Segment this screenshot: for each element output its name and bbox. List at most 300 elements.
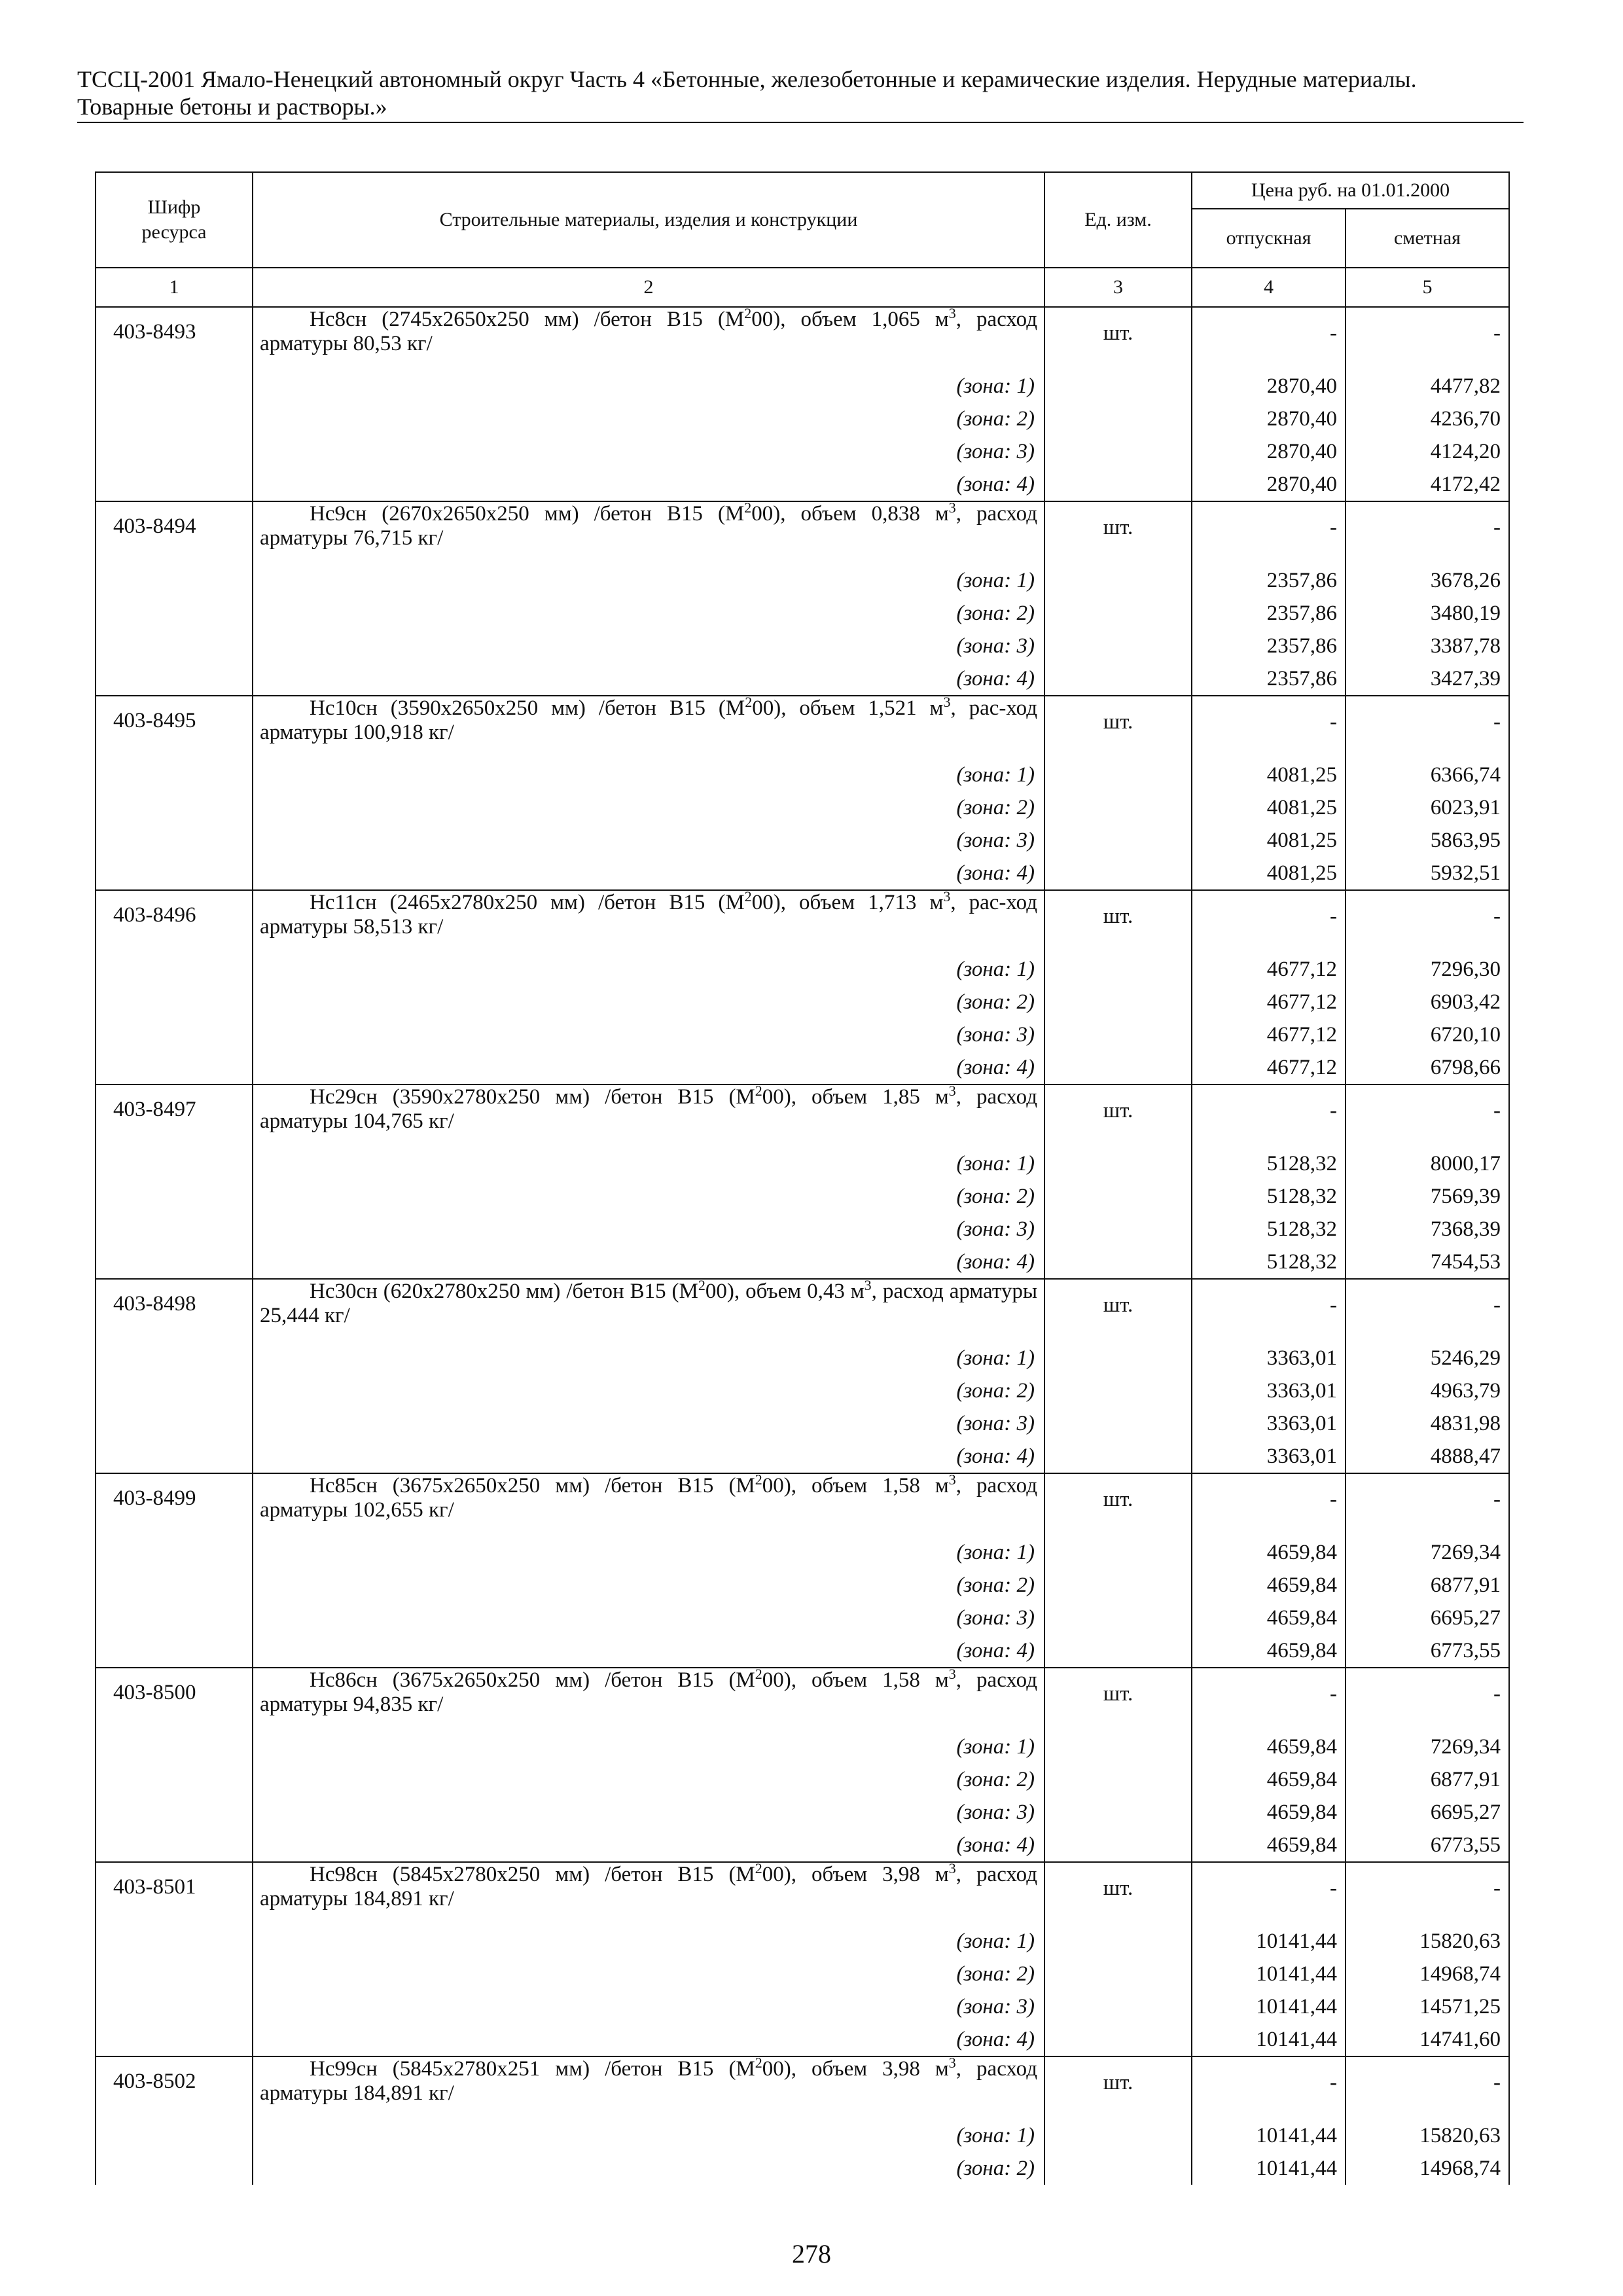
estimate-price: - [1346, 1473, 1509, 1536]
zone-row [96, 564, 1509, 597]
empty-cell [1044, 1829, 1192, 1862]
zone-row [96, 2023, 1509, 2056]
zone-label: (зона: 3) [253, 1990, 1044, 2023]
empty-cell [1044, 759, 1192, 791]
zone-estimate-price: 4963,79 [1346, 1374, 1509, 1407]
material-description [253, 2056, 1044, 2119]
description-part: 00), объем 3,98 м [762, 1863, 949, 1886]
description-part: Нс29сн (3590х2780х250 мм) /бетон В15 (М [310, 1085, 755, 1109]
empty-cell [96, 986, 253, 1018]
empty-cell [1044, 1763, 1192, 1796]
empty-cell [1044, 1051, 1192, 1085]
estimate-price: - [1346, 1279, 1509, 1342]
zone-label: (зона: 2) [253, 1569, 1044, 1602]
empty-cell [1044, 2023, 1192, 2056]
description-part: , расход арматуры 104,765 кг/ [260, 1085, 1037, 1133]
empty-cell [1044, 1796, 1192, 1829]
description-part: 00), объем 1,713 м [751, 891, 944, 914]
empty-cell [96, 597, 253, 630]
zone-release-price: 2870,40 [1192, 370, 1346, 403]
unit: шт. [1044, 307, 1192, 370]
zone-label: (зона: 2) [253, 597, 1044, 630]
zone-release-price: 3363,01 [1192, 1374, 1346, 1407]
zone-row [96, 1342, 1509, 1374]
zone-release-price: 2357,86 [1192, 662, 1346, 696]
description-part: , расход арматуры 25,444 кг/ [260, 1280, 1038, 1327]
empty-cell [1044, 1536, 1192, 1569]
empty-cell [1044, 2152, 1192, 2185]
zone-label: (зона: 3) [253, 1602, 1044, 1634]
description-part: 00), объем 0,43 м [705, 1280, 865, 1303]
empty-cell [1044, 1958, 1192, 1990]
zone-row [96, 759, 1509, 791]
empty-cell [96, 1634, 253, 1668]
estimate-price: - [1346, 307, 1509, 370]
superscript: 3 [948, 1471, 956, 1488]
empty-cell [96, 1147, 253, 1180]
column-number: 2 [253, 268, 1044, 307]
zone-row [96, 1796, 1509, 1829]
description-part: 00), объем 0,838 м [751, 502, 949, 526]
empty-cell [1044, 824, 1192, 857]
empty-cell [1044, 1440, 1192, 1473]
superscript: 3 [948, 1083, 956, 1099]
description-part: , расход арматуры 80,53 кг/ [260, 308, 1037, 355]
column-number: 4 [1192, 268, 1346, 307]
empty-cell [96, 1958, 253, 1990]
zone-estimate-price: 7569,39 [1346, 1180, 1509, 1213]
zone-release-price: 10141,44 [1192, 2119, 1346, 2152]
header-line-1: ТССЦ-2001 Ямало-Ненецкий автономный округ Часть 4 «Бетонные, железобетонные и керамические изделия. Нерудные материалы. [77, 66, 1417, 92]
zone-estimate-price: 15820,63 [1346, 2119, 1509, 2152]
estimate-price: - [1346, 501, 1509, 564]
resource-code: 403-8493 [96, 307, 253, 370]
zone-row [96, 1602, 1509, 1634]
zone-label: (зона: 2) [253, 1374, 1044, 1407]
empty-cell [96, 1246, 253, 1279]
zone-label: (зона: 1) [253, 1731, 1044, 1763]
zone-estimate-price: 5932,51 [1346, 857, 1509, 890]
empty-cell [96, 468, 253, 501]
zone-label: (зона: 2) [253, 986, 1044, 1018]
zone-label: (зона: 4) [253, 1634, 1044, 1668]
page-number: 278 [792, 2239, 831, 2269]
empty-cell [96, 824, 253, 857]
zone-estimate-price: 7269,34 [1346, 1731, 1509, 1763]
zone-release-price: 2357,86 [1192, 564, 1346, 597]
zone-label: (зона: 3) [253, 630, 1044, 662]
empty-cell [96, 370, 253, 403]
column-number: 1 [96, 268, 253, 307]
zone-estimate-price: 4172,42 [1346, 468, 1509, 501]
zone-estimate-price: 6798,66 [1346, 1051, 1509, 1085]
zone-release-price: 5128,32 [1192, 1213, 1346, 1246]
zone-row [96, 630, 1509, 662]
zone-row [96, 1051, 1509, 1085]
superscript: 2 [755, 1860, 762, 1876]
zone-release-price: 4659,84 [1192, 1731, 1346, 1763]
zone-row [96, 1246, 1509, 1279]
empty-cell [1044, 468, 1192, 501]
unit: шт. [1044, 1085, 1192, 1147]
table-row [96, 890, 1509, 953]
table-row [96, 1668, 1509, 1731]
release-price: - [1192, 1279, 1346, 1342]
zone-row [96, 1180, 1509, 1213]
description-part: Нс11сн (2465х2780х250 мм) /бетон В15 (М [310, 891, 745, 914]
empty-cell [1044, 857, 1192, 890]
zone-release-price: 3363,01 [1192, 1440, 1346, 1473]
zone-release-price: 4677,12 [1192, 953, 1346, 986]
zone-estimate-price: 6720,10 [1346, 1018, 1509, 1051]
zone-row [96, 1213, 1509, 1246]
unit: шт. [1044, 1473, 1192, 1536]
header-rule [77, 122, 1524, 123]
estimate-price: - [1346, 696, 1509, 759]
empty-cell [96, 1536, 253, 1569]
zone-row [96, 1763, 1509, 1796]
description-part: Нс99сн (5845х2780х251 мм) /бетон В15 (М [310, 2057, 755, 2081]
zone-row [96, 791, 1509, 824]
zone-estimate-price: 5246,29 [1346, 1342, 1509, 1374]
material-description [253, 1279, 1044, 1342]
superscript: 3 [943, 888, 951, 905]
estimate-price: - [1346, 890, 1509, 953]
empty-cell [96, 1990, 253, 2023]
zone-release-price: 5128,32 [1192, 1147, 1346, 1180]
empty-cell [96, 1440, 253, 1473]
description-part: , расход арматуры 94,835 кг/ [260, 1668, 1037, 1716]
empty-cell [96, 1925, 253, 1958]
zone-estimate-price: 3427,39 [1346, 662, 1509, 696]
release-price: - [1192, 696, 1346, 759]
estimate-price: - [1346, 2056, 1509, 2119]
zone-row [96, 1731, 1509, 1763]
zone-release-price: 2870,40 [1192, 435, 1346, 468]
zone-estimate-price: 6366,74 [1346, 759, 1509, 791]
description-part: Нс86сн (3675х2650х250 мм) /бетон В15 (М [310, 1668, 755, 1692]
zone-release-price: 4677,12 [1192, 1051, 1346, 1085]
zone-release-price: 2357,86 [1192, 630, 1346, 662]
zone-label: (зона: 1) [253, 953, 1044, 986]
empty-cell [96, 2119, 253, 2152]
empty-cell [1044, 1731, 1192, 1763]
empty-cell [1044, 1342, 1192, 1374]
material-description [253, 1473, 1044, 1536]
empty-cell [96, 1374, 253, 1407]
empty-cell [1044, 1602, 1192, 1634]
zone-row [96, 1536, 1509, 1569]
empty-cell [96, 953, 253, 986]
zone-row [96, 1374, 1509, 1407]
zone-release-price: 4081,25 [1192, 791, 1346, 824]
zone-release-price: 4659,84 [1192, 1602, 1346, 1634]
description-part: , рас-ход арматуры 58,513 кг/ [260, 891, 1037, 939]
empty-cell [96, 1213, 253, 1246]
zone-release-price: 2870,40 [1192, 468, 1346, 501]
zone-release-price: 4659,84 [1192, 1829, 1346, 1862]
column-number-row [96, 268, 1509, 307]
zone-estimate-price: 6877,91 [1346, 1763, 1509, 1796]
empty-cell [96, 1763, 253, 1796]
zone-estimate-price: 14741,60 [1346, 2023, 1509, 2056]
zone-row [96, 403, 1509, 435]
zone-estimate-price: 6877,91 [1346, 1569, 1509, 1602]
zone-label: (зона: 1) [253, 1147, 1044, 1180]
superscript: 2 [698, 1277, 705, 1293]
table-body [96, 307, 1509, 2185]
resource-code: 403-8502 [96, 2056, 253, 2119]
empty-cell [1044, 564, 1192, 597]
header-price: Цена руб. на 01.01.2000 [1192, 172, 1509, 209]
material-description [253, 501, 1044, 564]
description-part: Нс9сн (2670х2650х250 мм) /бетон В15 (М [310, 502, 745, 526]
zone-estimate-price: 3387,78 [1346, 630, 1509, 662]
empty-cell [96, 1829, 253, 1862]
release-price: - [1192, 307, 1346, 370]
empty-cell [1044, 1246, 1192, 1279]
header-release: отпускная [1192, 209, 1346, 268]
estimate-price: - [1346, 1862, 1509, 1925]
header-code: Шифр ресурса [96, 172, 253, 268]
zone-label: (зона: 1) [253, 1925, 1044, 1958]
zone-estimate-price: 14968,74 [1346, 2152, 1509, 2185]
superscript: 3 [948, 499, 956, 516]
zone-release-price: 4659,84 [1192, 1634, 1346, 1668]
superscript: 2 [755, 1471, 762, 1488]
table-row [96, 307, 1509, 370]
zone-label: (зона: 2) [253, 1180, 1044, 1213]
description-part: , расход арматуры 184,891 кг/ [260, 2057, 1037, 2105]
empty-cell [1044, 1213, 1192, 1246]
superscript: 3 [948, 1860, 956, 1876]
zone-label: (зона: 3) [253, 1213, 1044, 1246]
resource-code: 403-8501 [96, 1862, 253, 1925]
empty-cell [1044, 662, 1192, 696]
superscript: 3 [864, 1277, 872, 1293]
description-part: Нс30сн (620х2780х250 мм) /бетон В15 (М [310, 1280, 698, 1303]
empty-cell [96, 1018, 253, 1051]
zone-release-price: 10141,44 [1192, 2023, 1346, 2056]
table-row [96, 1085, 1509, 1147]
zone-row [96, 824, 1509, 857]
zone-row [96, 986, 1509, 1018]
superscript: 2 [755, 2054, 762, 2071]
zone-label: (зона: 1) [253, 1342, 1044, 1374]
release-price: - [1192, 1085, 1346, 1147]
zone-estimate-price: 14571,25 [1346, 1990, 1509, 2023]
superscript: 2 [744, 305, 752, 321]
empty-cell [96, 791, 253, 824]
empty-cell [1044, 435, 1192, 468]
zone-release-price: 5128,32 [1192, 1180, 1346, 1213]
empty-cell [1044, 2119, 1192, 2152]
zone-row [96, 857, 1509, 890]
zone-estimate-price: 15820,63 [1346, 1925, 1509, 1958]
unit: шт. [1044, 1279, 1192, 1342]
zone-release-price: 2870,40 [1192, 403, 1346, 435]
zone-label: (зона: 3) [253, 1407, 1044, 1440]
release-price: - [1192, 1668, 1346, 1731]
description-part: 00), объем 1,58 м [762, 1668, 949, 1692]
empty-cell [1044, 403, 1192, 435]
zone-label: (зона: 3) [253, 435, 1044, 468]
resource-code: 403-8500 [96, 1668, 253, 1731]
zone-row [96, 953, 1509, 986]
empty-cell [1044, 1147, 1192, 1180]
zone-label: (зона: 2) [253, 791, 1044, 824]
empty-cell [96, 857, 253, 890]
empty-cell [1044, 1018, 1192, 1051]
zone-estimate-price: 5863,95 [1346, 824, 1509, 857]
zone-release-price: 10141,44 [1192, 2152, 1346, 2185]
zone-estimate-price: 6903,42 [1346, 986, 1509, 1018]
zone-estimate-price: 3480,19 [1346, 597, 1509, 630]
empty-cell [1044, 986, 1192, 1018]
zone-release-price: 10141,44 [1192, 1925, 1346, 1958]
zone-estimate-price: 7368,39 [1346, 1213, 1509, 1246]
zone-label: (зона: 4) [253, 662, 1044, 696]
header-line-2: Товарные бетоны и растворы.» [77, 94, 387, 120]
description-part: , расход арматуры 184,891 кг/ [260, 1863, 1037, 1910]
zone-estimate-price: 6773,55 [1346, 1634, 1509, 1668]
zone-row [96, 1958, 1509, 1990]
empty-cell [1044, 597, 1192, 630]
superscript: 2 [744, 499, 752, 516]
zone-release-price: 10141,44 [1192, 1958, 1346, 1990]
unit: шт. [1044, 1668, 1192, 1731]
empty-cell [96, 2152, 253, 2185]
superscript: 2 [744, 888, 752, 905]
empty-cell [1044, 370, 1192, 403]
header-unit: Ед. изм. [1044, 172, 1192, 268]
release-price: - [1192, 1473, 1346, 1536]
zone-label: (зона: 4) [253, 1246, 1044, 1279]
zone-release-price: 4659,84 [1192, 1569, 1346, 1602]
table-row [96, 1279, 1509, 1342]
description-part: Нс85сн (3675х2650х250 мм) /бетон В15 (М [310, 1474, 755, 1498]
empty-cell [96, 435, 253, 468]
zone-estimate-price: 4831,98 [1346, 1407, 1509, 1440]
release-price: - [1192, 1862, 1346, 1925]
description-part: 00), объем 1,065 м [751, 308, 949, 331]
column-number: 3 [1044, 268, 1192, 307]
superscript: 2 [755, 1666, 762, 1682]
zone-release-price: 3363,01 [1192, 1342, 1346, 1374]
zone-label: (зона: 2) [253, 1763, 1044, 1796]
description-part: Нс8сн (2745х2650х250 мм) /бетон В15 (М [310, 308, 745, 331]
zone-estimate-price: 7296,30 [1346, 953, 1509, 986]
zone-estimate-price: 4124,20 [1346, 435, 1509, 468]
header-name: Строительные материалы, изделия и конструкции [253, 172, 1044, 268]
document-header [77, 65, 1524, 120]
zone-label: (зона: 4) [253, 857, 1044, 890]
empty-cell [96, 1407, 253, 1440]
description-part: , рас-ход арматуры 100,918 кг/ [260, 696, 1037, 744]
zone-estimate-price: 4477,82 [1346, 370, 1509, 403]
zone-row [96, 370, 1509, 403]
zone-release-price: 3363,01 [1192, 1407, 1346, 1440]
zone-label: (зона: 1) [253, 564, 1044, 597]
superscript: 3 [943, 694, 951, 710]
superscript: 2 [755, 1083, 762, 1099]
zone-estimate-price: 6023,91 [1346, 791, 1509, 824]
zone-release-price: 5128,32 [1192, 1246, 1346, 1279]
material-description [253, 1085, 1044, 1147]
zone-label: (зона: 4) [253, 1440, 1044, 1473]
zone-label: (зона: 1) [253, 2119, 1044, 2152]
estimate-price: - [1346, 1085, 1509, 1147]
zone-release-price: 4081,25 [1192, 759, 1346, 791]
zone-label: (зона: 1) [253, 1536, 1044, 1569]
zone-estimate-price: 3678,26 [1346, 564, 1509, 597]
zone-release-price: 4677,12 [1192, 1018, 1346, 1051]
zone-row [96, 1634, 1509, 1668]
zone-release-price: 4659,84 [1192, 1763, 1346, 1796]
resource-code: 403-8498 [96, 1279, 253, 1342]
resource-code: 403-8496 [96, 890, 253, 953]
table-row [96, 696, 1509, 759]
unit: шт. [1044, 890, 1192, 953]
zone-release-price: 4677,12 [1192, 986, 1346, 1018]
zone-release-price: 4081,25 [1192, 857, 1346, 890]
superscript: 3 [948, 305, 956, 321]
empty-cell [1044, 1990, 1192, 2023]
zone-row [96, 1018, 1509, 1051]
release-price: - [1192, 890, 1346, 953]
empty-cell [1044, 1925, 1192, 1958]
zone-row [96, 2119, 1509, 2152]
resource-code: 403-8495 [96, 696, 253, 759]
empty-cell [96, 1569, 253, 1602]
superscript: 3 [948, 2054, 956, 2071]
unit: шт. [1044, 696, 1192, 759]
table-row [96, 2056, 1509, 2119]
zone-release-price: 4659,84 [1192, 1536, 1346, 1569]
empty-cell [96, 2023, 253, 2056]
empty-cell [96, 1731, 253, 1763]
zone-estimate-price: 7269,34 [1346, 1536, 1509, 1569]
zone-release-price: 4659,84 [1192, 1796, 1346, 1829]
zone-row [96, 662, 1509, 696]
material-description [253, 696, 1044, 759]
zone-estimate-price: 6695,27 [1346, 1602, 1509, 1634]
zone-row [96, 435, 1509, 468]
zone-row [96, 597, 1509, 630]
zone-estimate-price: 14968,74 [1346, 1958, 1509, 1990]
zone-label: (зона: 1) [253, 370, 1044, 403]
resource-code: 403-8494 [96, 501, 253, 564]
material-description [253, 1668, 1044, 1731]
table-row [96, 501, 1509, 564]
release-price: - [1192, 501, 1346, 564]
resource-code: 403-8497 [96, 1085, 253, 1147]
zone-release-price: 2357,86 [1192, 597, 1346, 630]
empty-cell [96, 759, 253, 791]
empty-cell [1044, 1374, 1192, 1407]
description-part: 00), объем 1,521 м [752, 696, 944, 720]
price-table [95, 171, 1510, 2185]
zone-row [96, 1569, 1509, 1602]
description-part: 00), объем 1,58 м [762, 1474, 949, 1498]
empty-cell [96, 564, 253, 597]
zone-label: (зона: 4) [253, 1829, 1044, 1862]
zone-row [96, 2152, 1509, 2185]
empty-cell [1044, 1180, 1192, 1213]
zone-row [96, 1407, 1509, 1440]
material-description [253, 307, 1044, 370]
empty-cell [1044, 1634, 1192, 1668]
